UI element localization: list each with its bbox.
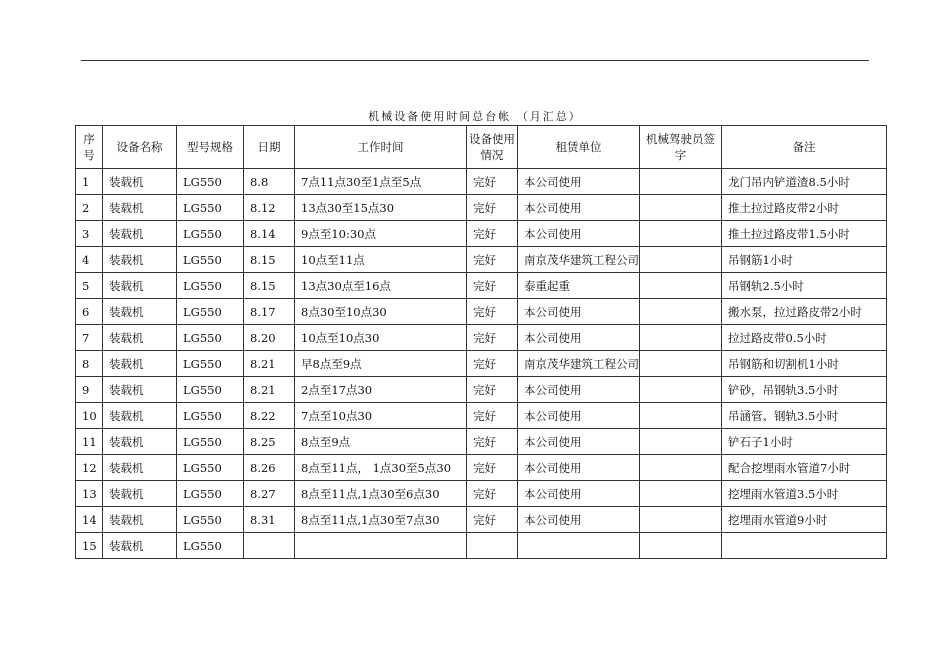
cell-date: 8.31 [244, 507, 295, 533]
table-row [76, 169, 887, 195]
cell-driver-sign [640, 403, 722, 429]
cell-no: 8 [76, 351, 103, 377]
cell-status: 完好 [467, 351, 518, 377]
cell-no: 9 [76, 377, 103, 403]
cell-date: 8.27 [244, 481, 295, 507]
cell-status: 完好 [467, 195, 518, 221]
cell-status: 完好 [467, 169, 518, 195]
cell-work-time: 13点30点至16点 [295, 273, 467, 299]
cell-work-time: 早8点至9点 [295, 351, 467, 377]
table-row [76, 325, 887, 351]
cell-work-time [295, 533, 467, 559]
column-header-work-time: 工作时间 [295, 126, 467, 169]
cell-date: 8.21 [244, 351, 295, 377]
cell-work-time: 7点11点30至1点至5点 [295, 169, 467, 195]
column-header-status: 设备使用情况 [467, 126, 518, 169]
cell-lessee: 本公司使用 [518, 403, 640, 429]
cell-model: LG550 [177, 299, 244, 325]
cell-driver-sign [640, 247, 722, 273]
cell-note: 铲石子1小时 [722, 429, 887, 455]
cell-lessee: 本公司使用 [518, 221, 640, 247]
cell-driver-sign [640, 195, 722, 221]
column-header-lessee: 租赁单位 [518, 126, 640, 169]
cell-model: LG550 [177, 403, 244, 429]
cell-name: 装载机 [103, 429, 177, 455]
cell-name: 装载机 [103, 377, 177, 403]
cell-status: 完好 [467, 325, 518, 351]
cell-date: 8.17 [244, 299, 295, 325]
cell-note: 搬水泵，拉过路皮带2小时 [722, 299, 887, 325]
cell-no: 11 [76, 429, 103, 455]
cell-lessee: 南京茂华建筑工程公司 [518, 351, 640, 377]
cell-model: LG550 [177, 325, 244, 351]
cell-date: 8.14 [244, 221, 295, 247]
column-header-date: 日期 [244, 126, 295, 169]
cell-no: 2 [76, 195, 103, 221]
cell-date [244, 533, 295, 559]
cell-model: LG550 [177, 377, 244, 403]
column-header-name: 设备名称 [103, 126, 177, 169]
cell-no: 15 [76, 533, 103, 559]
cell-work-time: 7点至10点30 [295, 403, 467, 429]
cell-date: 8.21 [244, 377, 295, 403]
cell-name: 装载机 [103, 351, 177, 377]
cell-work-time: 10点至11点 [295, 247, 467, 273]
cell-status: 完好 [467, 403, 518, 429]
cell-note: 吊钢轨2.5小时 [722, 273, 887, 299]
cell-name: 装载机 [103, 507, 177, 533]
cell-status: 完好 [467, 377, 518, 403]
cell-status: 完好 [467, 481, 518, 507]
cell-driver-sign [640, 221, 722, 247]
cell-status [467, 533, 518, 559]
cell-lessee: 泰重起重 [518, 273, 640, 299]
cell-work-time: 8点至11点， 1点30至5点30 [295, 455, 467, 481]
cell-model: LG550 [177, 273, 244, 299]
cell-date: 8.15 [244, 247, 295, 273]
column-header-no: 序号 [76, 126, 103, 169]
table-row [76, 247, 887, 273]
header-rule [81, 60, 869, 61]
cell-lessee: 本公司使用 [518, 325, 640, 351]
table-header-row [76, 126, 887, 169]
cell-date: 8.12 [244, 195, 295, 221]
cell-date: 8.8 [244, 169, 295, 195]
cell-no: 6 [76, 299, 103, 325]
cell-note: 推土拉过路皮带1.5小时 [722, 221, 887, 247]
cell-status: 完好 [467, 429, 518, 455]
cell-name: 装载机 [103, 299, 177, 325]
cell-note: 龙门吊内铲道渣8.5小时 [722, 169, 887, 195]
cell-work-time: 2点至17点30 [295, 377, 467, 403]
cell-date: 8.22 [244, 403, 295, 429]
cell-name: 装载机 [103, 221, 177, 247]
cell-driver-sign [640, 325, 722, 351]
cell-model: LG550 [177, 247, 244, 273]
cell-name: 装载机 [103, 455, 177, 481]
cell-note [722, 533, 887, 559]
cell-status: 完好 [467, 221, 518, 247]
cell-work-time: 8点至11点,1点30至6点30 [295, 481, 467, 507]
cell-note: 挖埋雨水管道9小时 [722, 507, 887, 533]
cell-driver-sign [640, 299, 722, 325]
cell-driver-sign [640, 429, 722, 455]
cell-no: 14 [76, 507, 103, 533]
cell-note: 吊钢筋1小时 [722, 247, 887, 273]
cell-driver-sign [640, 377, 722, 403]
cell-model: LG550 [177, 351, 244, 377]
column-header-note: 备注 [722, 126, 887, 169]
cell-note: 推土拉过路皮带2小时 [722, 195, 887, 221]
cell-no: 13 [76, 481, 103, 507]
cell-driver-sign [640, 273, 722, 299]
cell-model: LG550 [177, 429, 244, 455]
cell-driver-sign [640, 455, 722, 481]
cell-no: 12 [76, 455, 103, 481]
cell-no: 4 [76, 247, 103, 273]
column-header-model: 型号规格 [177, 126, 244, 169]
cell-lessee: 本公司使用 [518, 377, 640, 403]
cell-work-time: 9点至10:30点 [295, 221, 467, 247]
table-row [76, 299, 887, 325]
cell-name: 装载机 [103, 169, 177, 195]
cell-no: 1 [76, 169, 103, 195]
cell-model: LG550 [177, 455, 244, 481]
cell-date: 8.25 [244, 429, 295, 455]
cell-note: 铲砂，吊钢轨3.5小时 [722, 377, 887, 403]
cell-model: LG550 [177, 507, 244, 533]
cell-status: 完好 [467, 247, 518, 273]
cell-name: 装载机 [103, 533, 177, 559]
cell-note: 拉过路皮带0.5小时 [722, 325, 887, 351]
cell-work-time: 8点30至10点30 [295, 299, 467, 325]
cell-work-time: 8点至9点 [295, 429, 467, 455]
table-row [76, 403, 887, 429]
cell-work-time: 13点30至15点30 [295, 195, 467, 221]
table-row [76, 377, 887, 403]
table-row [76, 195, 887, 221]
table-row [76, 455, 887, 481]
equipment-ledger-table [75, 125, 887, 559]
column-header-driver-sign: 机械驾驶员签字 [640, 126, 722, 169]
cell-name: 装载机 [103, 481, 177, 507]
cell-model: LG550 [177, 533, 244, 559]
cell-status: 完好 [467, 455, 518, 481]
cell-status: 完好 [467, 507, 518, 533]
cell-lessee: 本公司使用 [518, 455, 640, 481]
cell-lessee: 本公司使用 [518, 481, 640, 507]
table-row [76, 533, 887, 559]
cell-lessee: 本公司使用 [518, 429, 640, 455]
table-row [76, 221, 887, 247]
cell-model: LG550 [177, 169, 244, 195]
cell-lessee: 本公司使用 [518, 169, 640, 195]
cell-note: 吊钢筋和切割机1小时 [722, 351, 887, 377]
cell-name: 装载机 [103, 273, 177, 299]
cell-no: 3 [76, 221, 103, 247]
cell-no: 7 [76, 325, 103, 351]
cell-name: 装载机 [103, 195, 177, 221]
cell-name: 装载机 [103, 325, 177, 351]
table-body [76, 169, 887, 559]
cell-driver-sign [640, 533, 722, 559]
cell-status: 完好 [467, 299, 518, 325]
cell-name: 装载机 [103, 403, 177, 429]
cell-lessee [518, 533, 640, 559]
cell-lessee: 本公司使用 [518, 507, 640, 533]
table-row [76, 273, 887, 299]
table-row [76, 429, 887, 455]
cell-model: LG550 [177, 481, 244, 507]
cell-lessee: 本公司使用 [518, 299, 640, 325]
cell-driver-sign [640, 481, 722, 507]
cell-lessee: 本公司使用 [518, 195, 640, 221]
cell-driver-sign [640, 351, 722, 377]
cell-date: 8.15 [244, 273, 295, 299]
cell-no: 5 [76, 273, 103, 299]
cell-model: LG550 [177, 195, 244, 221]
table-row [76, 351, 887, 377]
page-title: 机械设备使用时间总台帐 （月汇总） [368, 110, 582, 123]
cell-note: 吊涵管、钢轨3.5小时 [722, 403, 887, 429]
cell-work-time: 8点至11点,1点30至7点30 [295, 507, 467, 533]
cell-no: 10 [76, 403, 103, 429]
cell-work-time: 10点至10点30 [295, 325, 467, 351]
cell-driver-sign [640, 169, 722, 195]
cell-date: 8.26 [244, 455, 295, 481]
cell-note: 挖埋雨水管道3.5小时 [722, 481, 887, 507]
cell-lessee: 南京茂华建筑工程公司 [518, 247, 640, 273]
cell-name: 装载机 [103, 247, 177, 273]
cell-status: 完好 [467, 273, 518, 299]
cell-note: 配合挖埋雨水管道7小时 [722, 455, 887, 481]
cell-model: LG550 [177, 221, 244, 247]
table-row [76, 507, 887, 533]
cell-driver-sign [640, 507, 722, 533]
table-row [76, 481, 887, 507]
cell-date: 8.20 [244, 325, 295, 351]
